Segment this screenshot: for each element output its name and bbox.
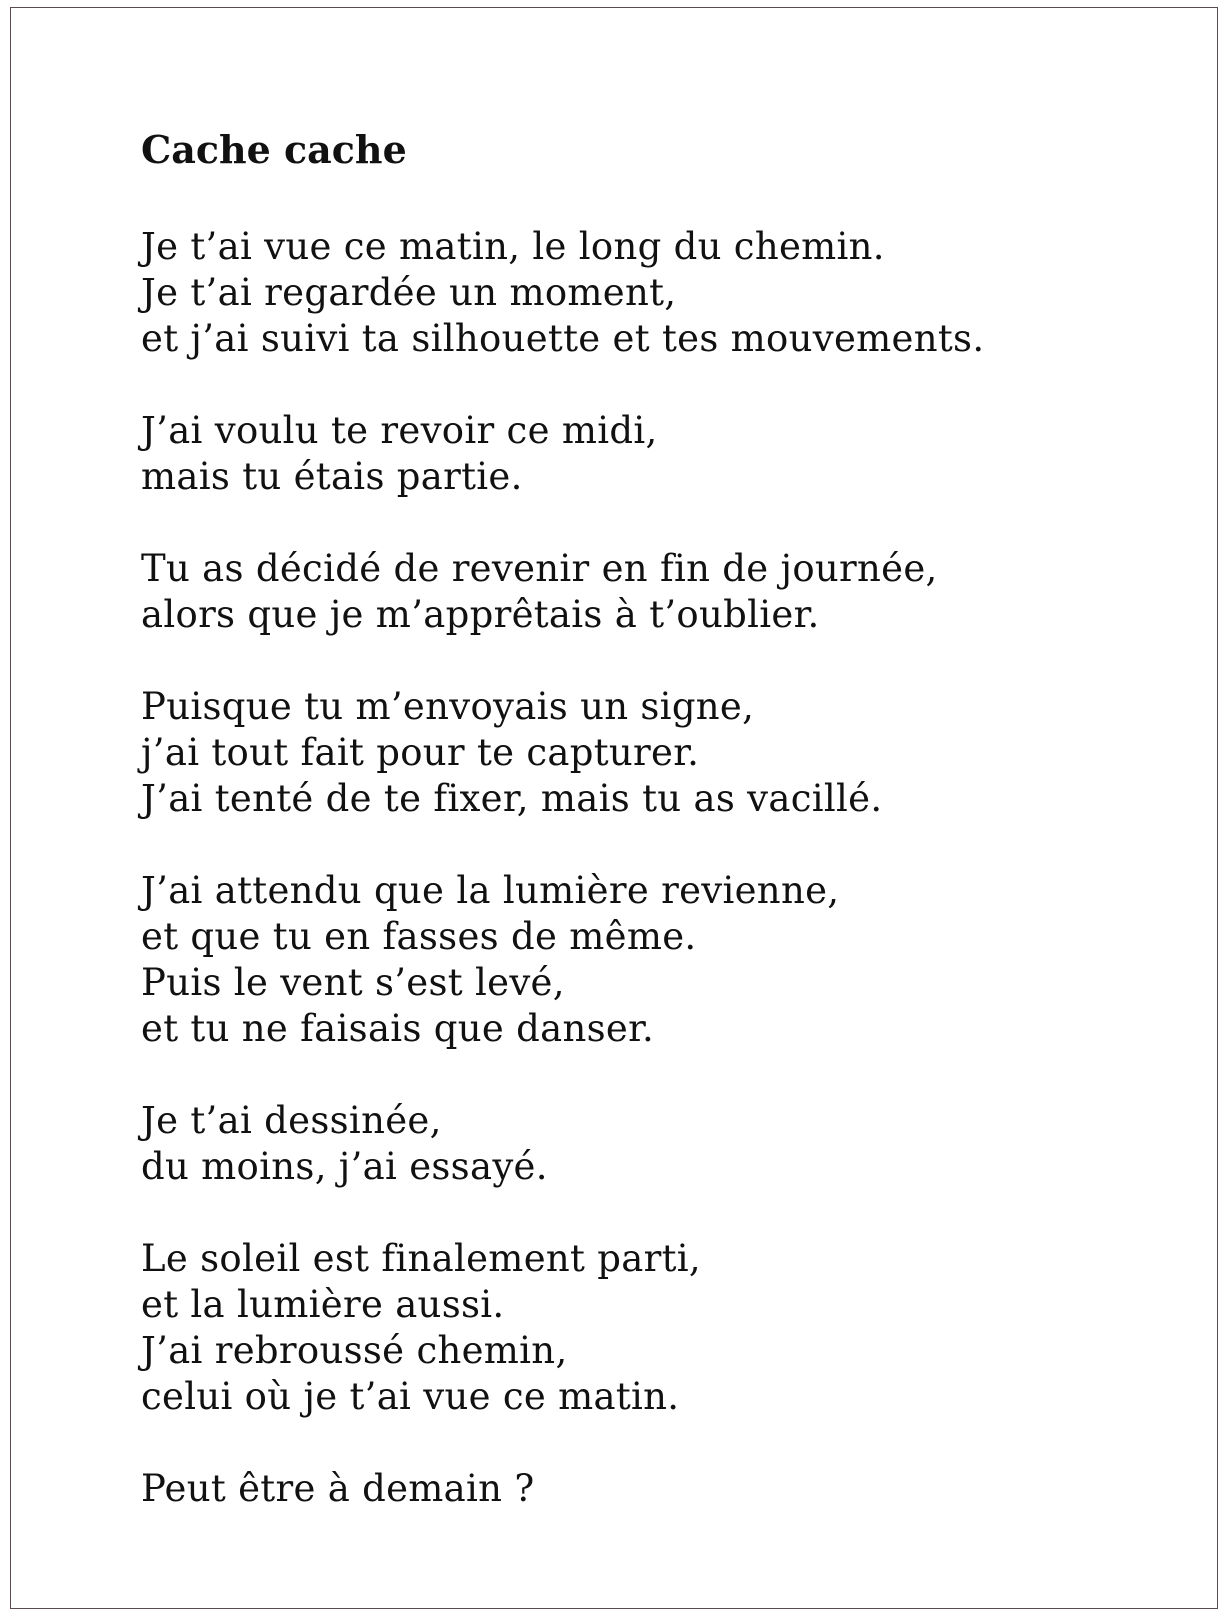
verse-line: du moins, j’ai essayé.: [141, 1145, 548, 1188]
stanza: [141, 1466, 1141, 1512]
verse-line: mais tu étais partie.: [141, 455, 523, 498]
verse-line: et j’ai suivi ta silhouette et tes mouvements.: [141, 317, 985, 360]
poem-title: Cache cache: [141, 127, 407, 172]
verse-line: J’ai tenté de te fixer, mais tu as vacillé.: [141, 777, 883, 820]
verse-line: et que tu en fasses de même.: [141, 915, 697, 958]
stanza: [141, 224, 1141, 362]
stanza: [141, 868, 1141, 1052]
verse-line: Puis le vent s’est levé,: [141, 961, 565, 1004]
verse-line: Je t’ai regardée un moment,: [141, 271, 677, 314]
verse-line: Le soleil est finalement parti,: [141, 1237, 701, 1280]
verse-line: alors que je m’apprêtais à t’oublier.: [141, 593, 820, 636]
verse-line: Puisque tu m’envoyais un signe,: [141, 685, 755, 728]
poem: [141, 126, 1141, 1558]
stanza: [141, 684, 1141, 822]
verse-line: Je t’ai dessinée,: [141, 1099, 442, 1142]
verse-line: Peut être à demain ?: [141, 1467, 535, 1510]
stanza: [141, 1098, 1141, 1190]
verse-line: et tu ne faisais que danser.: [141, 1007, 655, 1050]
stanza: [141, 1236, 1141, 1420]
verse-line: J’ai rebroussé chemin,: [141, 1329, 568, 1372]
verse-line: Je t’ai vue ce matin, le long du chemin.: [141, 225, 885, 268]
verse-line: J’ai attendu que la lumière revienne,: [141, 869, 840, 912]
verse-line: Tu as décidé de revenir en fin de journée,: [141, 547, 938, 590]
verse-line: et la lumière aussi.: [141, 1283, 505, 1326]
poem-body: [141, 224, 1141, 1512]
verse-line: j’ai tout fait pour te capturer.: [141, 731, 700, 774]
stanza: [141, 408, 1141, 500]
stanza: [141, 546, 1141, 638]
verse-line: J’ai voulu te revoir ce midi,: [141, 409, 658, 452]
verse-line: celui où je t’ai vue ce matin.: [141, 1375, 680, 1418]
document-page: [10, 7, 1218, 1609]
